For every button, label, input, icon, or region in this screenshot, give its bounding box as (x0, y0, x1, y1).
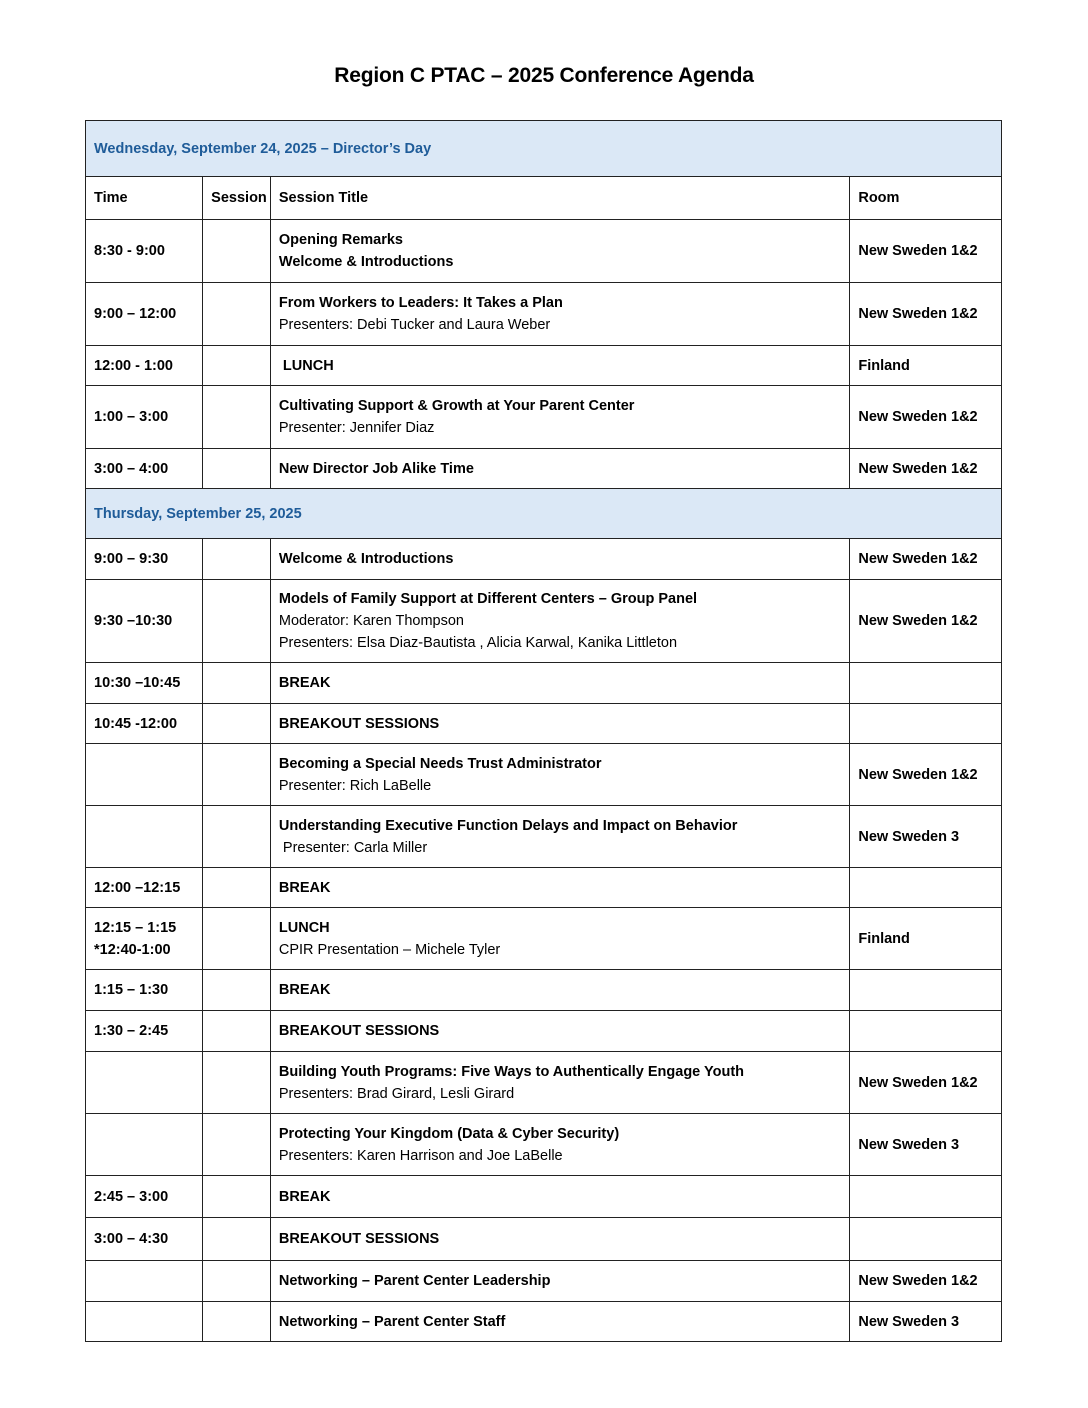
session-cell (203, 868, 271, 908)
time-cell (86, 283, 203, 346)
session-cell (203, 283, 271, 346)
session-title-cell (270, 663, 849, 704)
session-title: Understanding Executive Function Delays and Impact on Behavior (278, 817, 738, 834)
session-cell (203, 1114, 271, 1176)
time-cell (86, 220, 203, 283)
session-title-cell (270, 1052, 849, 1114)
time-text: 9:00 – 12:00 (94, 306, 177, 322)
session-title: Becoming a Special Needs Trust Administrator (278, 755, 602, 772)
session-cell (203, 970, 271, 1011)
session-title: BREAK (278, 879, 331, 896)
room-text: New Sweden 1&2 (858, 1273, 978, 1289)
session-title: BREAK (278, 1188, 331, 1205)
room-cell (850, 1011, 1002, 1052)
time-text: 12:00 - 1:00 (94, 357, 173, 374)
session-cell (203, 220, 271, 283)
session-title-cell (270, 744, 849, 806)
session-title-cell (270, 449, 849, 489)
session-title: Welcome & Introductions (278, 254, 454, 270)
time-text: 1:00 – 3:00 (94, 409, 169, 425)
room-cell (850, 1218, 1002, 1261)
session-cell (203, 1261, 271, 1302)
room-cell (850, 1114, 1002, 1176)
room-text: New Sweden 1&2 (858, 243, 978, 259)
room-cell (850, 806, 1002, 868)
agenda-row (86, 868, 1002, 908)
room-text: New Sweden 3 (858, 1136, 960, 1153)
room-cell (850, 539, 1002, 580)
agenda-row (86, 220, 1002, 283)
session-title-cell (270, 970, 849, 1011)
time-cell (86, 1261, 203, 1302)
room-cell (850, 386, 1002, 449)
session-title-cell (270, 220, 849, 283)
agenda-row (86, 1261, 1002, 1302)
time-cell (86, 704, 203, 744)
column-header-session (203, 177, 271, 220)
room-cell (850, 1302, 1002, 1342)
agenda-row (86, 449, 1002, 489)
time-cell (86, 580, 203, 663)
time-cell (86, 1176, 203, 1218)
session-title: LUNCH (278, 919, 330, 936)
column-header-room-label: Room (858, 190, 900, 206)
room-cell (850, 744, 1002, 806)
time-cell (86, 1218, 203, 1261)
room-text: New Sweden 1&2 (858, 306, 978, 322)
time-cell (86, 663, 203, 704)
session-title: BREAK (278, 982, 331, 998)
session-cell (203, 346, 271, 386)
session-title-cell (270, 704, 849, 744)
room-text: New Sweden 1&2 (858, 551, 978, 567)
time-cell (86, 806, 203, 868)
session-title: BREAKOUT SESSIONS (278, 1023, 440, 1039)
agenda-row (86, 908, 1002, 970)
agenda-table (85, 120, 1002, 1342)
time-text: 1:30 – 2:45 (94, 1023, 169, 1039)
time-text: 3:00 – 4:00 (94, 460, 169, 477)
session-title-cell (270, 1176, 849, 1218)
session-presenters: Presenter: Jennifer Diaz (278, 420, 435, 436)
time-text: 9:30 –10:30 (94, 613, 173, 629)
session-presenters: CPIR Presentation – Michele Tyler (278, 941, 501, 958)
time-text: 12:15 – 1:15 (94, 919, 177, 936)
session-presenters: Presenter: Carla Miller (278, 839, 428, 856)
room-text: New Sweden 1&2 (858, 409, 978, 425)
session-presenters: Moderator: Karen Thompson (278, 613, 464, 629)
time-cell (86, 386, 203, 449)
session-title: BREAKOUT SESSIONS (278, 1231, 440, 1247)
day-header-row (86, 489, 1002, 539)
room-cell (850, 449, 1002, 489)
agenda-row (86, 744, 1002, 806)
session-presenters: Presenters: Karen Harrison and Joe LaBelle (278, 1147, 563, 1164)
session-title: Building Youth Programs: Five Ways to Authentically Engage Youth (278, 1063, 745, 1080)
session-cell (203, 539, 271, 580)
room-text: New Sweden 3 (858, 828, 960, 845)
room-cell (850, 868, 1002, 908)
session-cell (203, 744, 271, 806)
agenda-row (86, 806, 1002, 868)
session-title-cell (270, 1302, 849, 1342)
page-title: Region C PTAC – 2025 Conference Agenda (334, 64, 754, 87)
column-header-session-title-label: Session Title (278, 190, 369, 206)
room-cell (850, 580, 1002, 663)
time-cell (86, 744, 203, 806)
time-cell (86, 346, 203, 386)
session-title: BREAK (278, 675, 331, 691)
room-text: New Sweden 1&2 (858, 460, 978, 477)
session-cell (203, 908, 271, 970)
room-cell (850, 1261, 1002, 1302)
session-cell (203, 1052, 271, 1114)
agenda-row (86, 1011, 1002, 1052)
agenda-row (86, 580, 1002, 663)
session-title: Networking – Parent Center Staff (278, 1313, 506, 1330)
room-cell (850, 1176, 1002, 1218)
session-title: From Workers to Leaders: It Takes a Plan (278, 295, 563, 311)
session-presenters: Presenters: Elsa Diaz-Bautista , Alicia Karwal, Kanika Littleton (278, 635, 678, 651)
session-title: Cultivating Support & Growth at Your Parent Center (278, 398, 635, 414)
time-cell (86, 970, 203, 1011)
day-heading-text: Wednesday, September 24, 2025 – Director’s Day (94, 140, 432, 157)
session-title: Opening Remarks (278, 232, 403, 248)
column-header-room (850, 177, 1002, 220)
day-heading (86, 121, 1002, 177)
session-title-cell (270, 283, 849, 346)
session-title-cell (270, 346, 849, 386)
time-text: 12:00 –12:15 (94, 879, 181, 896)
time-cell (86, 908, 203, 970)
column-header-time (86, 177, 203, 220)
session-title-cell (270, 386, 849, 449)
time-text: 3:00 – 4:30 (94, 1231, 169, 1247)
day-header-row (86, 121, 1002, 177)
time-text: 8:30 - 9:00 (94, 243, 165, 259)
agenda-row (86, 970, 1002, 1011)
session-title: LUNCH (278, 357, 334, 374)
time-text: 2:45 – 3:00 (94, 1188, 169, 1205)
session-cell (203, 704, 271, 744)
session-title-cell (270, 580, 849, 663)
agenda-row (86, 663, 1002, 704)
session-title-cell (270, 1218, 849, 1261)
column-header-row (86, 177, 1002, 220)
session-title-cell (270, 806, 849, 868)
column-header-time-label: Time (94, 190, 128, 206)
room-text: Finland (858, 930, 910, 947)
session-title-cell (270, 539, 849, 580)
time-cell (86, 539, 203, 580)
session-cell (203, 449, 271, 489)
time-cell (86, 1052, 203, 1114)
session-cell (203, 1302, 271, 1342)
agenda-row (86, 283, 1002, 346)
time-cell (86, 449, 203, 489)
session-cell (203, 1218, 271, 1261)
agenda-row (86, 1052, 1002, 1114)
session-title-cell (270, 908, 849, 970)
session-title: Protecting Your Kingdom (Data & Cyber Security) (278, 1125, 620, 1142)
session-presenters: Presenters: Brad Girard, Lesli Girard (278, 1085, 515, 1102)
room-text: New Sweden 1&2 (858, 1074, 978, 1091)
session-cell (203, 1011, 271, 1052)
session-title-cell (270, 1114, 849, 1176)
session-title: Networking – Parent Center Leadership (278, 1273, 551, 1289)
time-text: 10:45 -12:00 (94, 715, 178, 732)
session-title: Welcome & Introductions (278, 551, 454, 567)
agenda-row (86, 704, 1002, 744)
room-cell (850, 1052, 1002, 1114)
agenda-row (86, 1176, 1002, 1218)
time-text: 10:30 –10:45 (94, 675, 181, 691)
room-text: Finland (858, 357, 910, 374)
session-title-cell (270, 1261, 849, 1302)
session-cell (203, 663, 271, 704)
agenda-row (86, 386, 1002, 449)
room-text: New Sweden 1&2 (858, 766, 978, 783)
agenda-row (86, 1114, 1002, 1176)
session-presenters: Presenter: Rich LaBelle (278, 777, 432, 794)
session-cell (203, 580, 271, 663)
room-text: New Sweden 3 (858, 1313, 960, 1330)
day-heading (86, 489, 1002, 539)
room-cell (850, 970, 1002, 1011)
agenda-row (86, 539, 1002, 580)
session-presenters: Presenters: Debi Tucker and Laura Weber (278, 317, 551, 333)
time-text: 9:00 – 9:30 (94, 551, 169, 567)
room-cell (850, 220, 1002, 283)
session-title: BREAKOUT SESSIONS (278, 715, 440, 732)
room-cell (850, 663, 1002, 704)
session-title: New Director Job Alike Time (278, 460, 474, 477)
session-title-cell (270, 868, 849, 908)
time-cell (86, 868, 203, 908)
room-text: New Sweden 1&2 (858, 613, 978, 629)
session-cell (203, 1176, 271, 1218)
column-header-session-label: Session (211, 190, 267, 206)
session-cell (203, 386, 271, 449)
agenda-row (86, 1218, 1002, 1261)
room-cell (850, 283, 1002, 346)
time-note: *12:40-1:00 (94, 941, 171, 958)
time-cell (86, 1011, 203, 1052)
time-cell (86, 1114, 203, 1176)
time-cell (86, 1302, 203, 1342)
agenda-row (86, 1302, 1002, 1342)
session-title-cell (270, 1011, 849, 1052)
day-heading-text: Thursday, September 25, 2025 (94, 505, 302, 522)
room-cell (850, 908, 1002, 970)
room-cell (850, 704, 1002, 744)
room-cell (850, 346, 1002, 386)
session-title: Models of Family Support at Different Centers – Group Panel (278, 591, 698, 607)
session-cell (203, 806, 271, 868)
time-text: 1:15 – 1:30 (94, 982, 169, 998)
column-header-session-title (270, 177, 849, 220)
agenda-row (86, 346, 1002, 386)
